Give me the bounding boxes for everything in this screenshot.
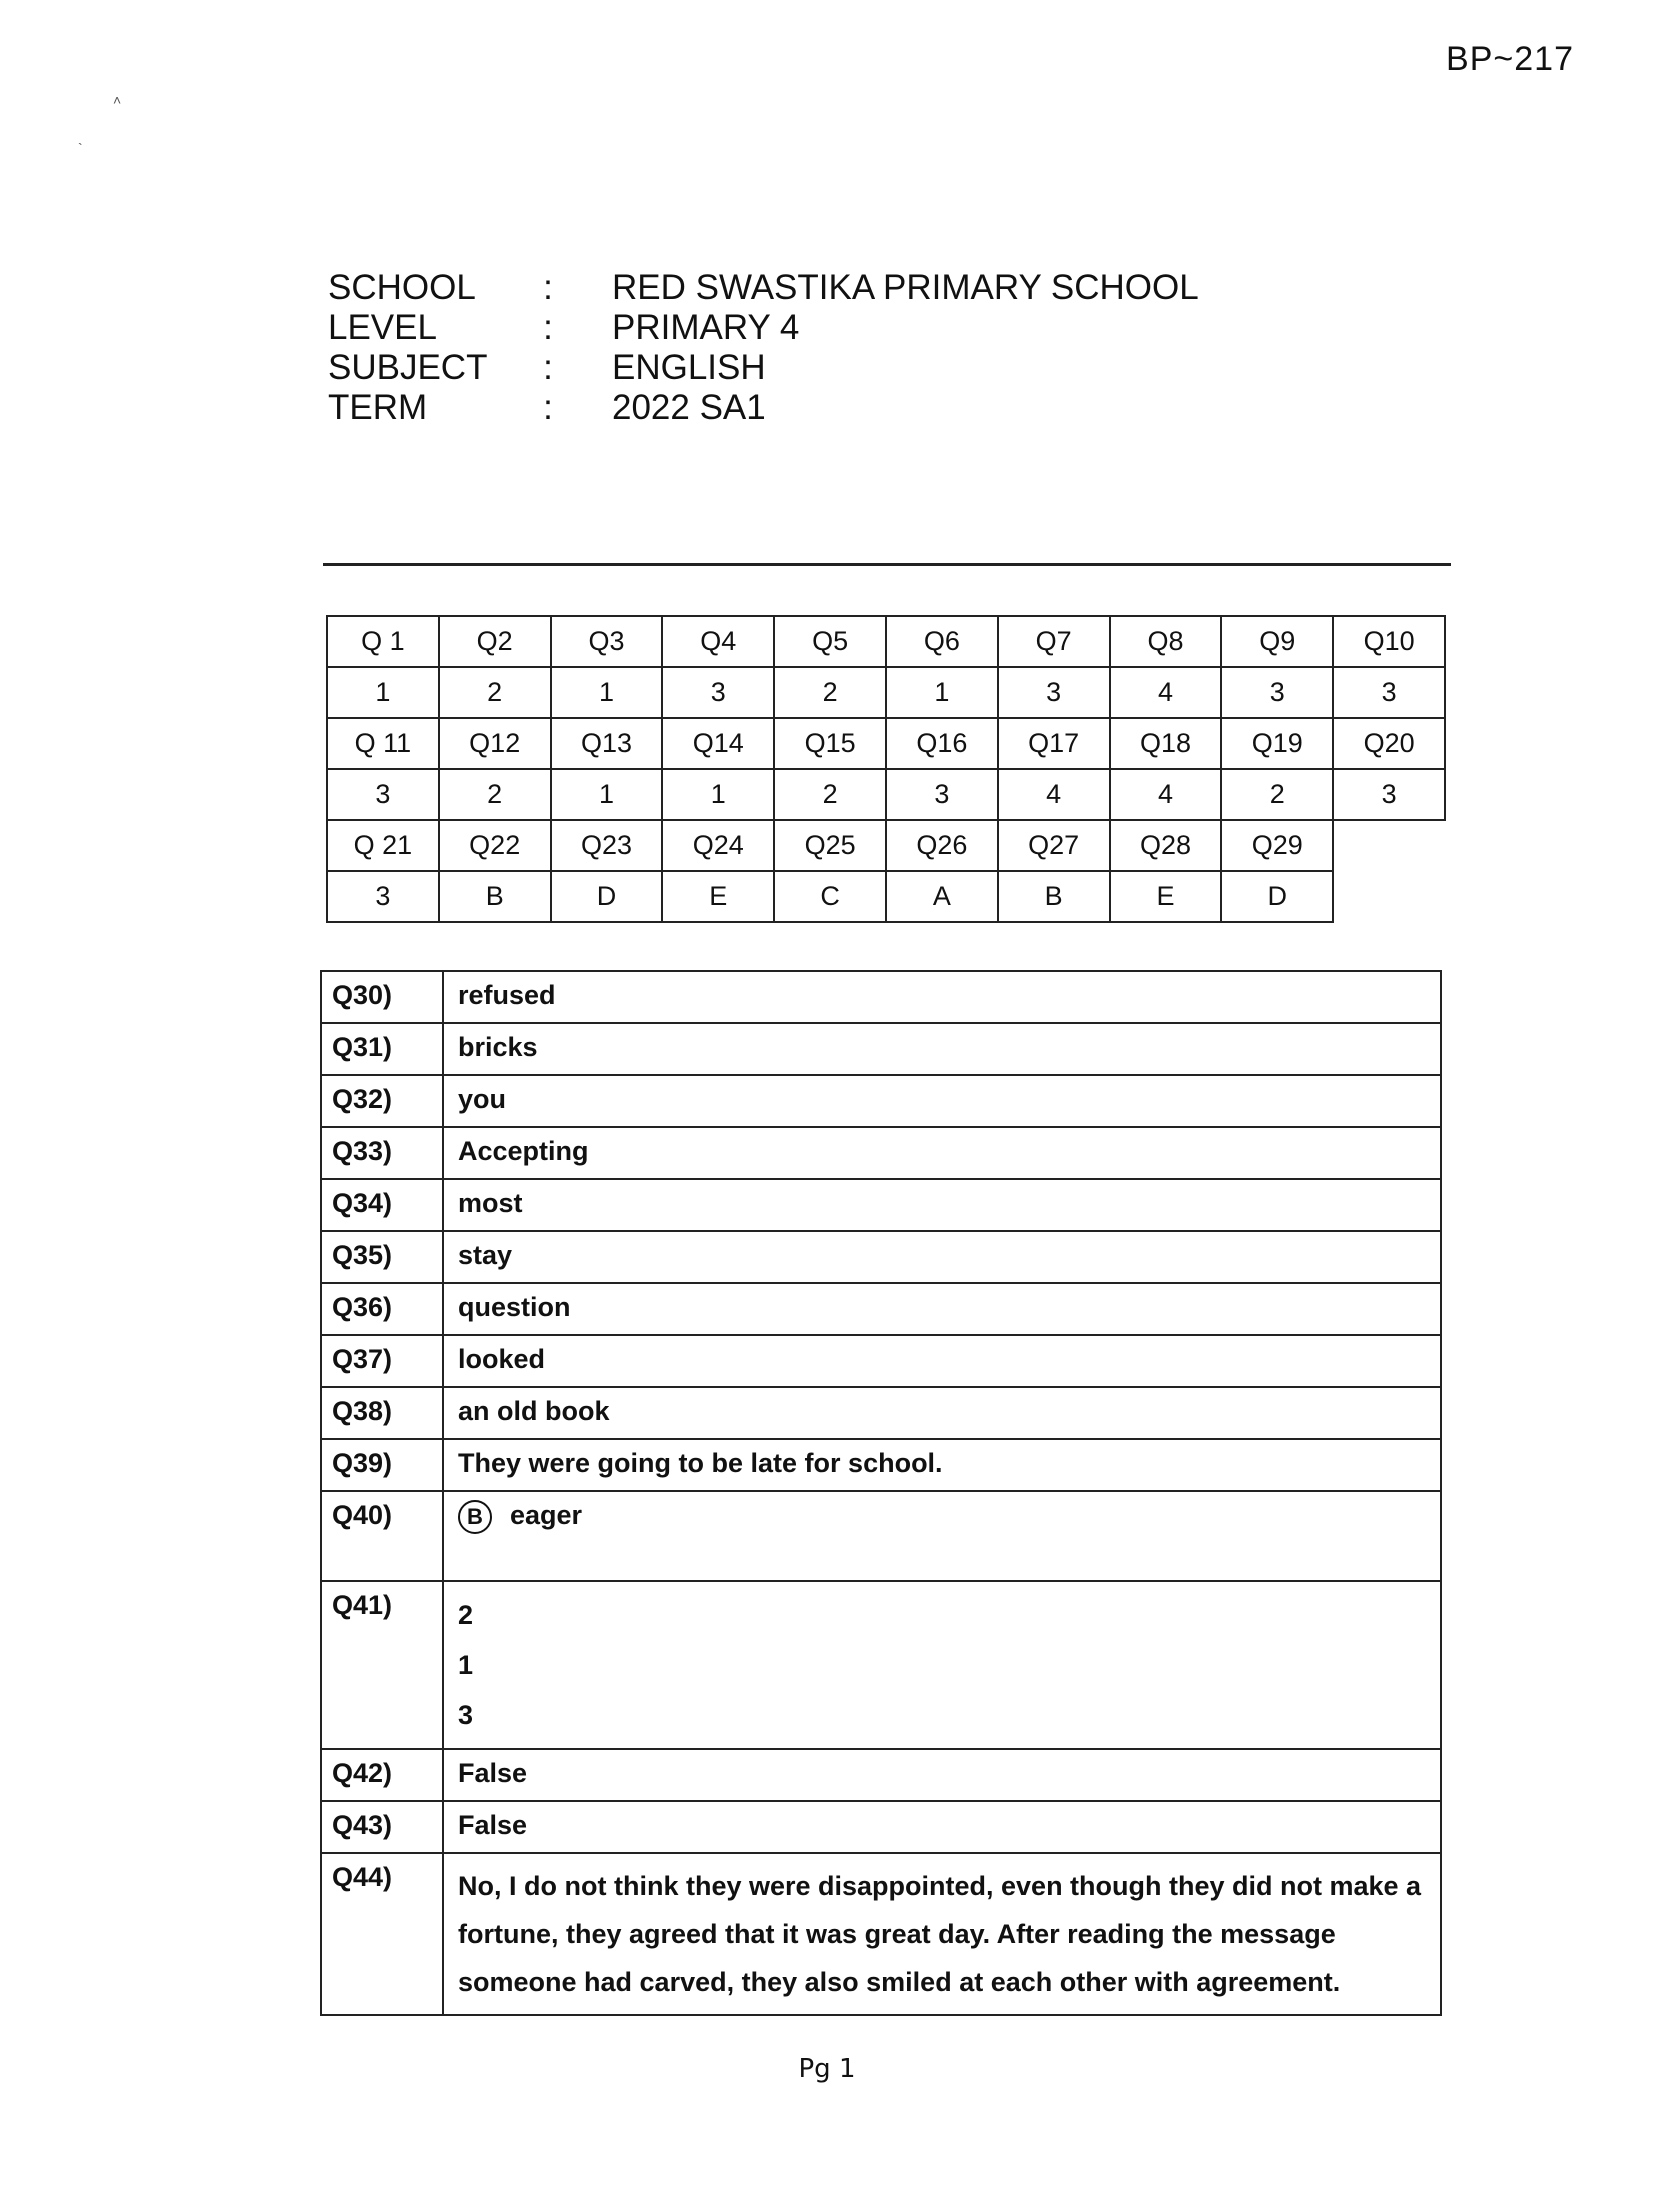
answer-row-q40 [321, 1491, 1441, 1581]
mcq-answer-cell: 3 [1333, 769, 1445, 820]
question-number: Q41) [321, 1581, 443, 1749]
answer-row-q32 [321, 1075, 1441, 1127]
mcq-question-cell: Q28 [1110, 820, 1222, 871]
header-label: SCHOOL [328, 268, 476, 307]
answer-text: They were going to be late for school. [443, 1439, 1441, 1491]
answer-text: stay [443, 1231, 1441, 1283]
mcq-answer-cell: 1 [662, 769, 774, 820]
question-number: Q35) [321, 1231, 443, 1283]
answer-text: question [443, 1283, 1441, 1335]
mcq-answer-cell: A [886, 871, 998, 922]
answer-sequence [443, 1581, 1441, 1749]
mcq-answer-cell: B [998, 871, 1110, 922]
mcq-answer-cell: 2 [774, 769, 886, 820]
mcq-question-row [327, 820, 1445, 871]
mcq-answer-cell: E [662, 871, 774, 922]
mcq-question-cell: Q18 [1110, 718, 1222, 769]
question-number: Q32) [321, 1075, 443, 1127]
scan-speck: ` [78, 140, 83, 156]
question-number: Q34) [321, 1179, 443, 1231]
answer-text: Accepting [443, 1127, 1441, 1179]
mcq-answer-cell: C [774, 871, 886, 922]
header-colon: : [543, 268, 553, 307]
mcq-question-cell: Q14 [662, 718, 774, 769]
header-colon: : [543, 348, 553, 387]
mcq-question-cell: Q8 [1110, 616, 1222, 667]
mcq-answer-row [327, 667, 1445, 718]
mcq-question-cell: Q24 [662, 820, 774, 871]
circled-option-b: B [458, 1500, 492, 1534]
mcq-question-row [327, 616, 1445, 667]
mcq-question-cell: Q22 [439, 820, 551, 871]
mcq-question-cell: Q16 [886, 718, 998, 769]
open-ended-answer-table [320, 970, 1442, 2016]
question-number: Q31) [321, 1023, 443, 1075]
question-number: Q44) [321, 1853, 443, 2015]
header-colon: : [543, 388, 553, 427]
question-number: Q37) [321, 1335, 443, 1387]
sequence-line: 3 [458, 1700, 474, 1730]
answer-text: No, I do not think they were disappointed, even though they did not make a fortune, they agreed that it was great day. After reading the message someone had carved, they also smiled at each other with agreement. [443, 1853, 1441, 2015]
mcq-question-cell: Q3 [551, 616, 663, 667]
mcq-question-cell: Q 1 [327, 616, 439, 667]
answer-text: bricks [443, 1023, 1441, 1075]
mcq-question-cell: Q25 [774, 820, 886, 871]
answer-text: most [443, 1179, 1441, 1231]
header-value: ENGLISH [612, 348, 766, 387]
page-code: BP~217 [1446, 40, 1574, 78]
mcq-question-cell: Q7 [998, 616, 1110, 667]
answer-row-q43 [321, 1801, 1441, 1853]
mcq-question-cell: Q2 [439, 616, 551, 667]
answer-row-q36 [321, 1283, 1441, 1335]
divider-line [323, 563, 1451, 566]
mcq-question-cell: Q20 [1333, 718, 1445, 769]
mcq-answer-row [327, 769, 1445, 820]
scan-speck: ˄ [113, 92, 122, 108]
header-colon: : [543, 308, 553, 347]
header-row-school [328, 268, 1199, 308]
mcq-answer-cell: 3 [1333, 667, 1445, 718]
mcq-answer-cell: D [551, 871, 663, 922]
header-row-subject [328, 348, 1199, 388]
mcq-question-cell: Q13 [551, 718, 663, 769]
answer-row-q39 [321, 1439, 1441, 1491]
answer-row-q42 [321, 1749, 1441, 1801]
question-number: Q39) [321, 1439, 443, 1491]
mcq-answer-cell: 4 [998, 769, 1110, 820]
answer-row-q34 [321, 1179, 1441, 1231]
sequence-line: 1 [458, 1650, 474, 1680]
answer-text: an old book [443, 1387, 1441, 1439]
answer-text: False [443, 1749, 1441, 1801]
header-value: 2022 SA1 [612, 388, 766, 427]
mcq-question-cell: Q15 [774, 718, 886, 769]
answer-row-q35 [321, 1231, 1441, 1283]
header-label: SUBJECT [328, 348, 488, 387]
header-label: TERM [328, 388, 428, 427]
answer-text: False [443, 1801, 1441, 1853]
mcq-question-cell: Q17 [998, 718, 1110, 769]
mcq-question-cell: Q4 [662, 616, 774, 667]
page-number: Pg 1 [798, 2054, 856, 2084]
mcq-answer-cell: 3 [662, 667, 774, 718]
mcq-answer-cell: 3 [886, 769, 998, 820]
mcq-answer-cell: 2 [439, 769, 551, 820]
mcq-answer-cell: 3 [327, 769, 439, 820]
mcq-question-cell: Q9 [1221, 616, 1333, 667]
mcq-answer-cell: 2 [774, 667, 886, 718]
header-row-level [328, 308, 1199, 348]
answer-text: you [443, 1075, 1441, 1127]
mcq-answer-cell: D [1221, 871, 1333, 922]
mcq-question-cell: Q26 [886, 820, 998, 871]
answer-row-q31 [321, 1023, 1441, 1075]
mcq-answer-cell: 4 [1110, 769, 1222, 820]
header-value: PRIMARY 4 [612, 308, 800, 347]
mcq-question-cell: Q 11 [327, 718, 439, 769]
empty-cell [1333, 871, 1445, 922]
answer-row-q37 [321, 1335, 1441, 1387]
mcq-answer-cell: 1 [551, 769, 663, 820]
answer-row-q38 [321, 1387, 1441, 1439]
mcq-answer-cell: 3 [327, 871, 439, 922]
mcq-question-cell: Q6 [886, 616, 998, 667]
mcq-answer-cell: 1 [327, 667, 439, 718]
mcq-question-cell: Q 21 [327, 820, 439, 871]
mcq-answer-cell: 2 [1221, 769, 1333, 820]
mcq-question-cell: Q23 [551, 820, 663, 871]
mcq-answer-cell: B [439, 871, 551, 922]
question-number: Q38) [321, 1387, 443, 1439]
answer-row-q41 [321, 1581, 1441, 1749]
header-row-term [328, 388, 1199, 428]
mcq-question-cell: Q12 [439, 718, 551, 769]
empty-cell [1333, 820, 1445, 871]
mcq-question-cell: Q27 [998, 820, 1110, 871]
mcq-answer-cell: 1 [886, 667, 998, 718]
mcq-question-cell: Q19 [1221, 718, 1333, 769]
mcq-question-cell: Q5 [774, 616, 886, 667]
mcq-answer-cell: 3 [998, 667, 1110, 718]
answer-text: refused [443, 971, 1441, 1023]
question-number: Q42) [321, 1749, 443, 1801]
answer-row-q30 [321, 971, 1441, 1023]
mcq-question-row [327, 718, 1445, 769]
header-value: RED SWASTIKA PRIMARY SCHOOL [612, 268, 1199, 307]
question-number: Q43) [321, 1801, 443, 1853]
question-number: Q40) [321, 1491, 443, 1581]
header-label: LEVEL [328, 308, 437, 347]
answer-word: eager [510, 1500, 583, 1531]
mcq-answer-cell: 2 [439, 667, 551, 718]
mcq-answer-cell: 1 [551, 667, 663, 718]
answer-text: looked [443, 1335, 1441, 1387]
mcq-answer-table [326, 615, 1446, 923]
mcq-question-cell: Q10 [1333, 616, 1445, 667]
question-number: Q36) [321, 1283, 443, 1335]
question-number: Q33) [321, 1127, 443, 1179]
mcq-answer-cell: E [1110, 871, 1222, 922]
mcq-answer-row [327, 871, 1445, 922]
answer-row-q33 [321, 1127, 1441, 1179]
question-number: Q30) [321, 971, 443, 1023]
answer-text [443, 1491, 1441, 1581]
answer-row-q44 [321, 1853, 1441, 2015]
exam-header [328, 268, 1199, 428]
mcq-answer-cell: 4 [1110, 667, 1222, 718]
sequence-line: 2 [458, 1600, 474, 1630]
mcq-question-cell: Q29 [1221, 820, 1333, 871]
mcq-answer-cell: 3 [1221, 667, 1333, 718]
